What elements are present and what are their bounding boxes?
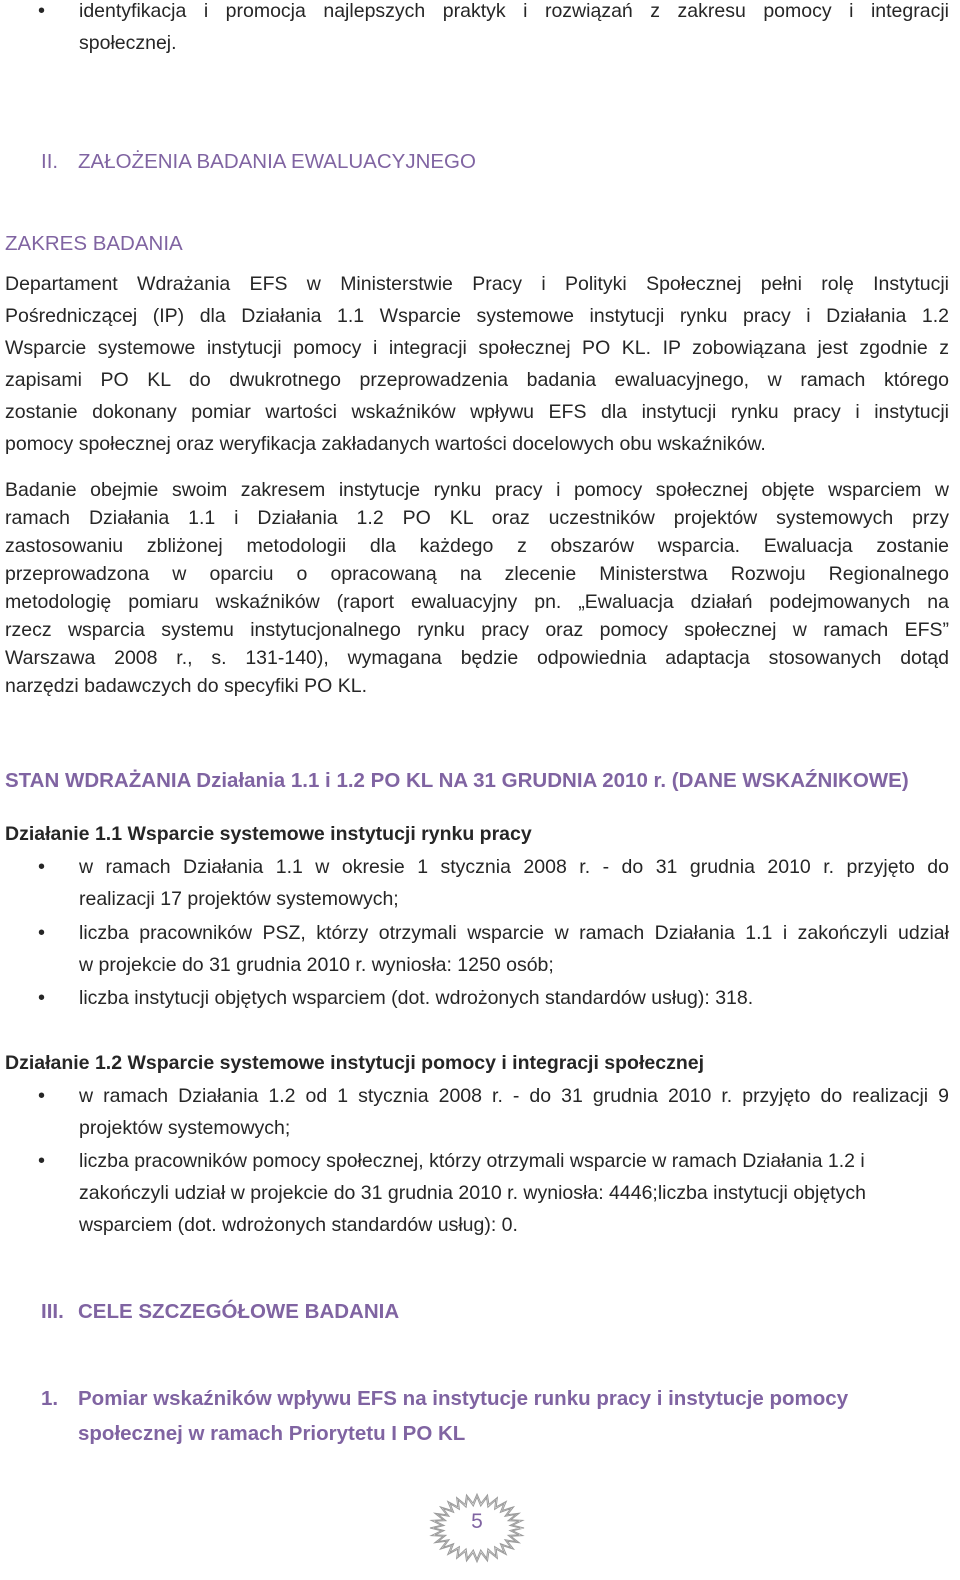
text-line: zostanie dokonany pomiar wartości wskaźników wpływu EFS dla instytucji rynku pracy i instytucji (5, 401, 949, 423)
list-item-text (79, 917, 949, 981)
text-line: Departament Wdrażania EFS w Ministerstwie Pracy i Polityki Społecznej pełni rolę Instytucji (5, 273, 949, 295)
bullet-icon: • (38, 1150, 46, 1172)
bullet-icon: • (38, 856, 46, 878)
text-line: ramach Działania 1.1 i Działania 1.2 PO KL oraz uczestników projektów systemowych przy (5, 507, 949, 529)
list-item-text (79, 851, 949, 915)
subheading-dzialanie-1-2: Działanie 1.2 Wsparcie systemowe instytucji pomocy i integracji społecznej (5, 1052, 704, 1074)
text-line: identyfikacja i promocja najlepszych praktyk i rozwiązań z zakresu pomocy i integracji (79, 0, 949, 22)
text-line: liczba pracowników PSZ, którzy otrzymali wsparcie w ramach Działania 1.1 i zakończyli udział (79, 922, 949, 944)
page-number-badge (427, 1492, 527, 1564)
text-line: projektów systemowych; (79, 1117, 291, 1139)
paragraph-zakres-2 (5, 476, 949, 700)
section-title: CELE SZCZEGÓŁOWE BADANIA (78, 1300, 400, 1323)
section-heading-2 (0, 146, 960, 178)
text-line: Badanie obejmie swoim zakresem instytucje rynku pracy i pomocy społecznej objęte wsparciem w (5, 479, 949, 501)
bullet-icon: • (38, 987, 46, 1009)
item-title-line: Pomiar wskaźników wpływu EFS na instytucje runku pracy i instytucje pomocy (78, 1387, 849, 1410)
text-line: metodologię pomiaru wskaźników (raport ewaluacyjny pn. „Ewaluacja działań podejmowanych na (5, 591, 949, 613)
text-line: w projekcie do 31 grudnia 2010 r. wyniosła: 1250 osób; (79, 954, 554, 976)
subheading-stan-wdrazania: STAN WDRAŻANIA Działania 1.1 i 1.2 PO KL NA 31 GRUDNIA 2010 r. (DANE WSKAŹNIKOWE) (5, 769, 909, 792)
item-number: 1. (41, 1387, 59, 1410)
text-line: rzecz wsparcia systemu instytucjonalnego rynku pracy oraz pomocy społecznej w ramach EFS” (5, 619, 949, 641)
bullet-icon: • (38, 1085, 46, 1107)
list-item-text (79, 1145, 949, 1241)
text-line: przeprowadzona w oparciu o opracowaną na zlecenie Ministerstwa Rozwoju Regionalnego (5, 563, 949, 585)
text-line: realizacji 17 projektów systemowych; (79, 888, 399, 910)
item-title-line: społecznej w ramach Priorytetu I PO KL (78, 1422, 466, 1445)
subheading-dzialanie-1-1: Działanie 1.1 Wsparcie systemowe instytucji rynku pracy (5, 823, 532, 845)
list-item-text (79, 982, 949, 1014)
text-line: zapisami PO KL do dwukrotnego przeprowadzenia badania ewaluacyjnego, w ramach którego (5, 369, 949, 391)
text-line: liczba pracowników pomocy społecznej, którzy otrzymali wsparcie w ramach Działania 1.2 i (79, 1150, 865, 1172)
bullet-icon: • (38, 922, 46, 944)
text-line: wsparciem (dot. wdrożonych standardów usług): 0. (79, 1214, 518, 1236)
text-line: liczba instytucji objętych wsparciem (dot. wdrożonych standardów usług): 318. (79, 987, 754, 1009)
section-number: II. (41, 150, 59, 173)
text-line: pomocy społecznej oraz weryfikacja zakładanych wartości docelowych obu wskaźników. (5, 433, 766, 455)
text-line: zakończyli udział w projekcie do 31 grudnia 2010 r. wyniosła: 4446;liczba instytucji objętych (79, 1182, 866, 1204)
bullet-icon: • (38, 0, 46, 22)
top-bullet-text (79, 0, 949, 59)
paragraph-zakres-1 (5, 268, 949, 460)
page-number: 5 (471, 1510, 483, 1533)
text-line: Warszawa 2008 r., s. 131-140), wymagana będzie odpowiednia adaptacja stosowanych dotąd (5, 647, 949, 669)
section-heading-3 (0, 1296, 960, 1328)
text-line: w ramach Działania 1.1 w okresie 1 stycznia 2008 r. - do 31 grudnia 2010 r. przyjęto do (79, 856, 949, 878)
numbered-heading-1 (0, 1383, 960, 1455)
text-line: narzędzi badawczych do specyfiki PO KL. (5, 675, 368, 697)
section-title: ZAŁOŻENIA BADANIA EWALUACYJNEGO (78, 150, 476, 173)
text-line: zastosowaniu zbliżonej metodologii dla każdego z obszarów wsparcia. Ewaluacja zostanie (5, 535, 949, 557)
text-line: Pośredniczącej (IP) dla Działania 1.1 Wsparcie systemowe instytucji rynku pracy i Działania 1.2 (5, 305, 949, 327)
section-number: III. (41, 1300, 64, 1323)
text-line: społecznej. (79, 32, 177, 54)
text-line: w ramach Działania 1.2 od 1 stycznia 2008 r. - do 31 grudnia 2010 r. przyjęto do realizacji 9 (79, 1085, 949, 1107)
subheading-zakres: ZAKRES BADANIA (5, 232, 183, 255)
list-item-text (79, 1080, 949, 1144)
text-line: Wsparcie systemowe instytucji pomocy i integracji społecznej PO KL. IP zobowiązana jest zgodnie z (5, 337, 949, 359)
